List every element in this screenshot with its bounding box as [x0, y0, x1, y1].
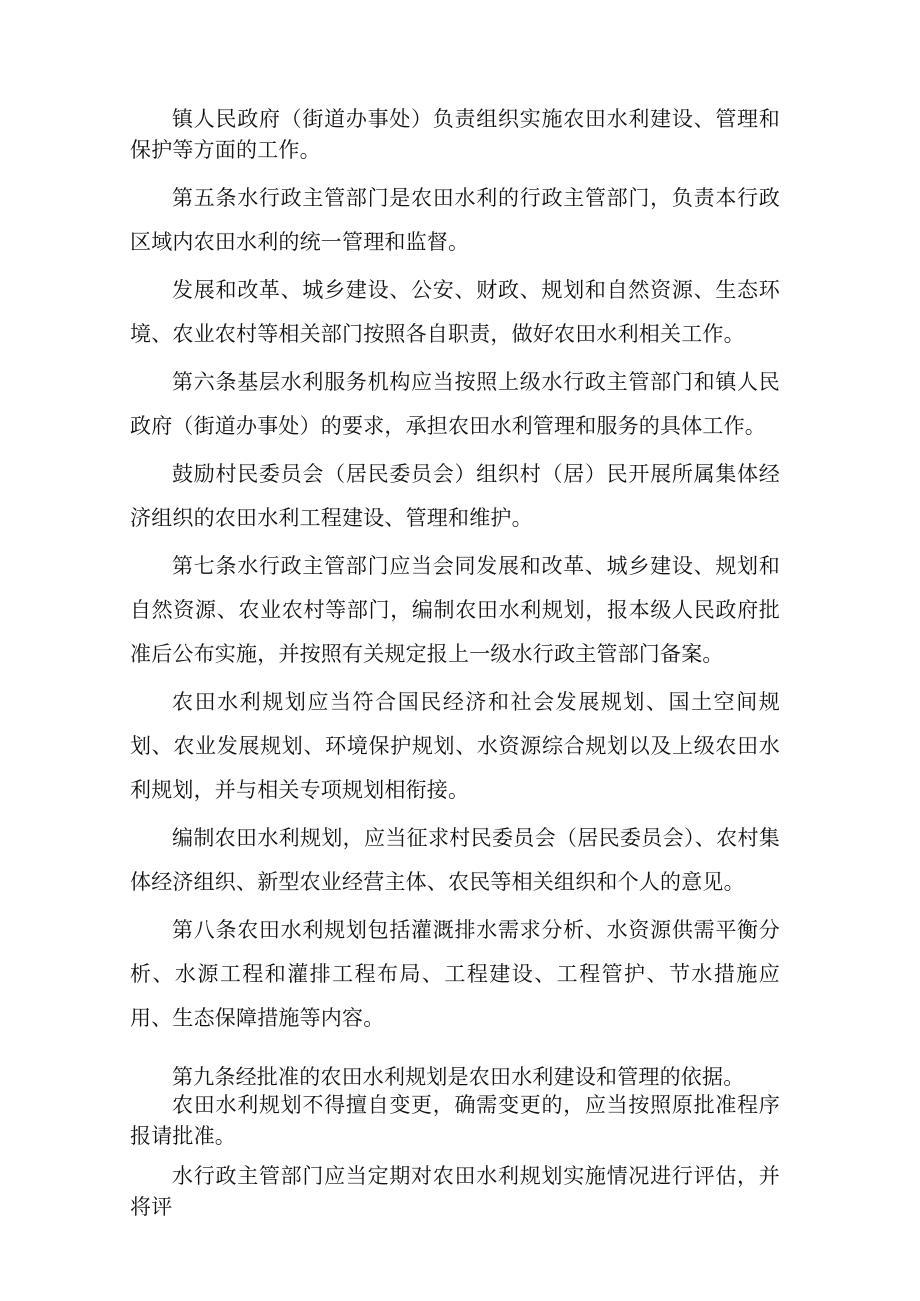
paragraph-12: 水行政主管部门应当定期对农田水利规划实施情况进行评估，并将评 — [130, 1164, 780, 1219]
paragraph-7: 农田水利规划应当符合国民经济和社会发展规划、国土空间规划、农业发展规划、环境保护规划、水资源综合规划以及上级农田水利规划，并与相关专项规划相衔接。 — [130, 690, 780, 802]
paragraph-10: 第九条经批准的农田水利规划是农田水利建设和管理的依据。 — [172, 1065, 745, 1089]
paragraph-9: 第八条农田水利规划包括灌溉排水需求分析、水资源供需平衡分析、水源工程和灌排工程布局、工程建设、工程管护、节水措施应用、生态保障措施等内容。 — [130, 918, 780, 1030]
paragraph-5: 鼓励村民委员会（居民委员会）组织村（居）民开展所属集体经济组织的农田水利工程建设、管理和维护。 — [130, 462, 780, 530]
paragraph-11: 农田水利规划不得擅自变更，确需变更的，应当按照原批准程序报请批准。 — [130, 1093, 780, 1148]
paragraph-4: 第六条基层水利服务机构应当按照上级水行政主管部门和镇人民政府（街道办事处）的要求，承担农田水利管理和服务的具体工作。 — [130, 370, 780, 438]
paragraph-6: 第七条水行政主管部门应当会同发展和改革、城乡建设、规划和自然资源、农业农村等部门，编制农田水利规划，报本级人民政府批准后公布实施，并按照有关规定报上一级水行政主管部门备案。 — [130, 554, 780, 666]
paragraph-1: 镇人民政府（街道办事处）负责组织实施农田水利建设、管理和保护等方面的工作。 — [130, 107, 780, 162]
paragraph-2: 第五条水行政主管部门是农田水利的行政主管部门，负责本行政区域内农田水利的统一管理和监督。 — [130, 186, 780, 254]
paragraph-8: 编制农田水利规划，应当征求村民委员会（居民委员会）、农村集体经济组织、新型农业经营主体、农民等相关组织和个人的意见。 — [130, 826, 780, 894]
paragraph-3: 发展和改革、城乡建设、公安、财政、规划和自然资源、生态环境、农业农村等相关部门按照各自职责，做好农田水利相关工作。 — [130, 278, 780, 346]
